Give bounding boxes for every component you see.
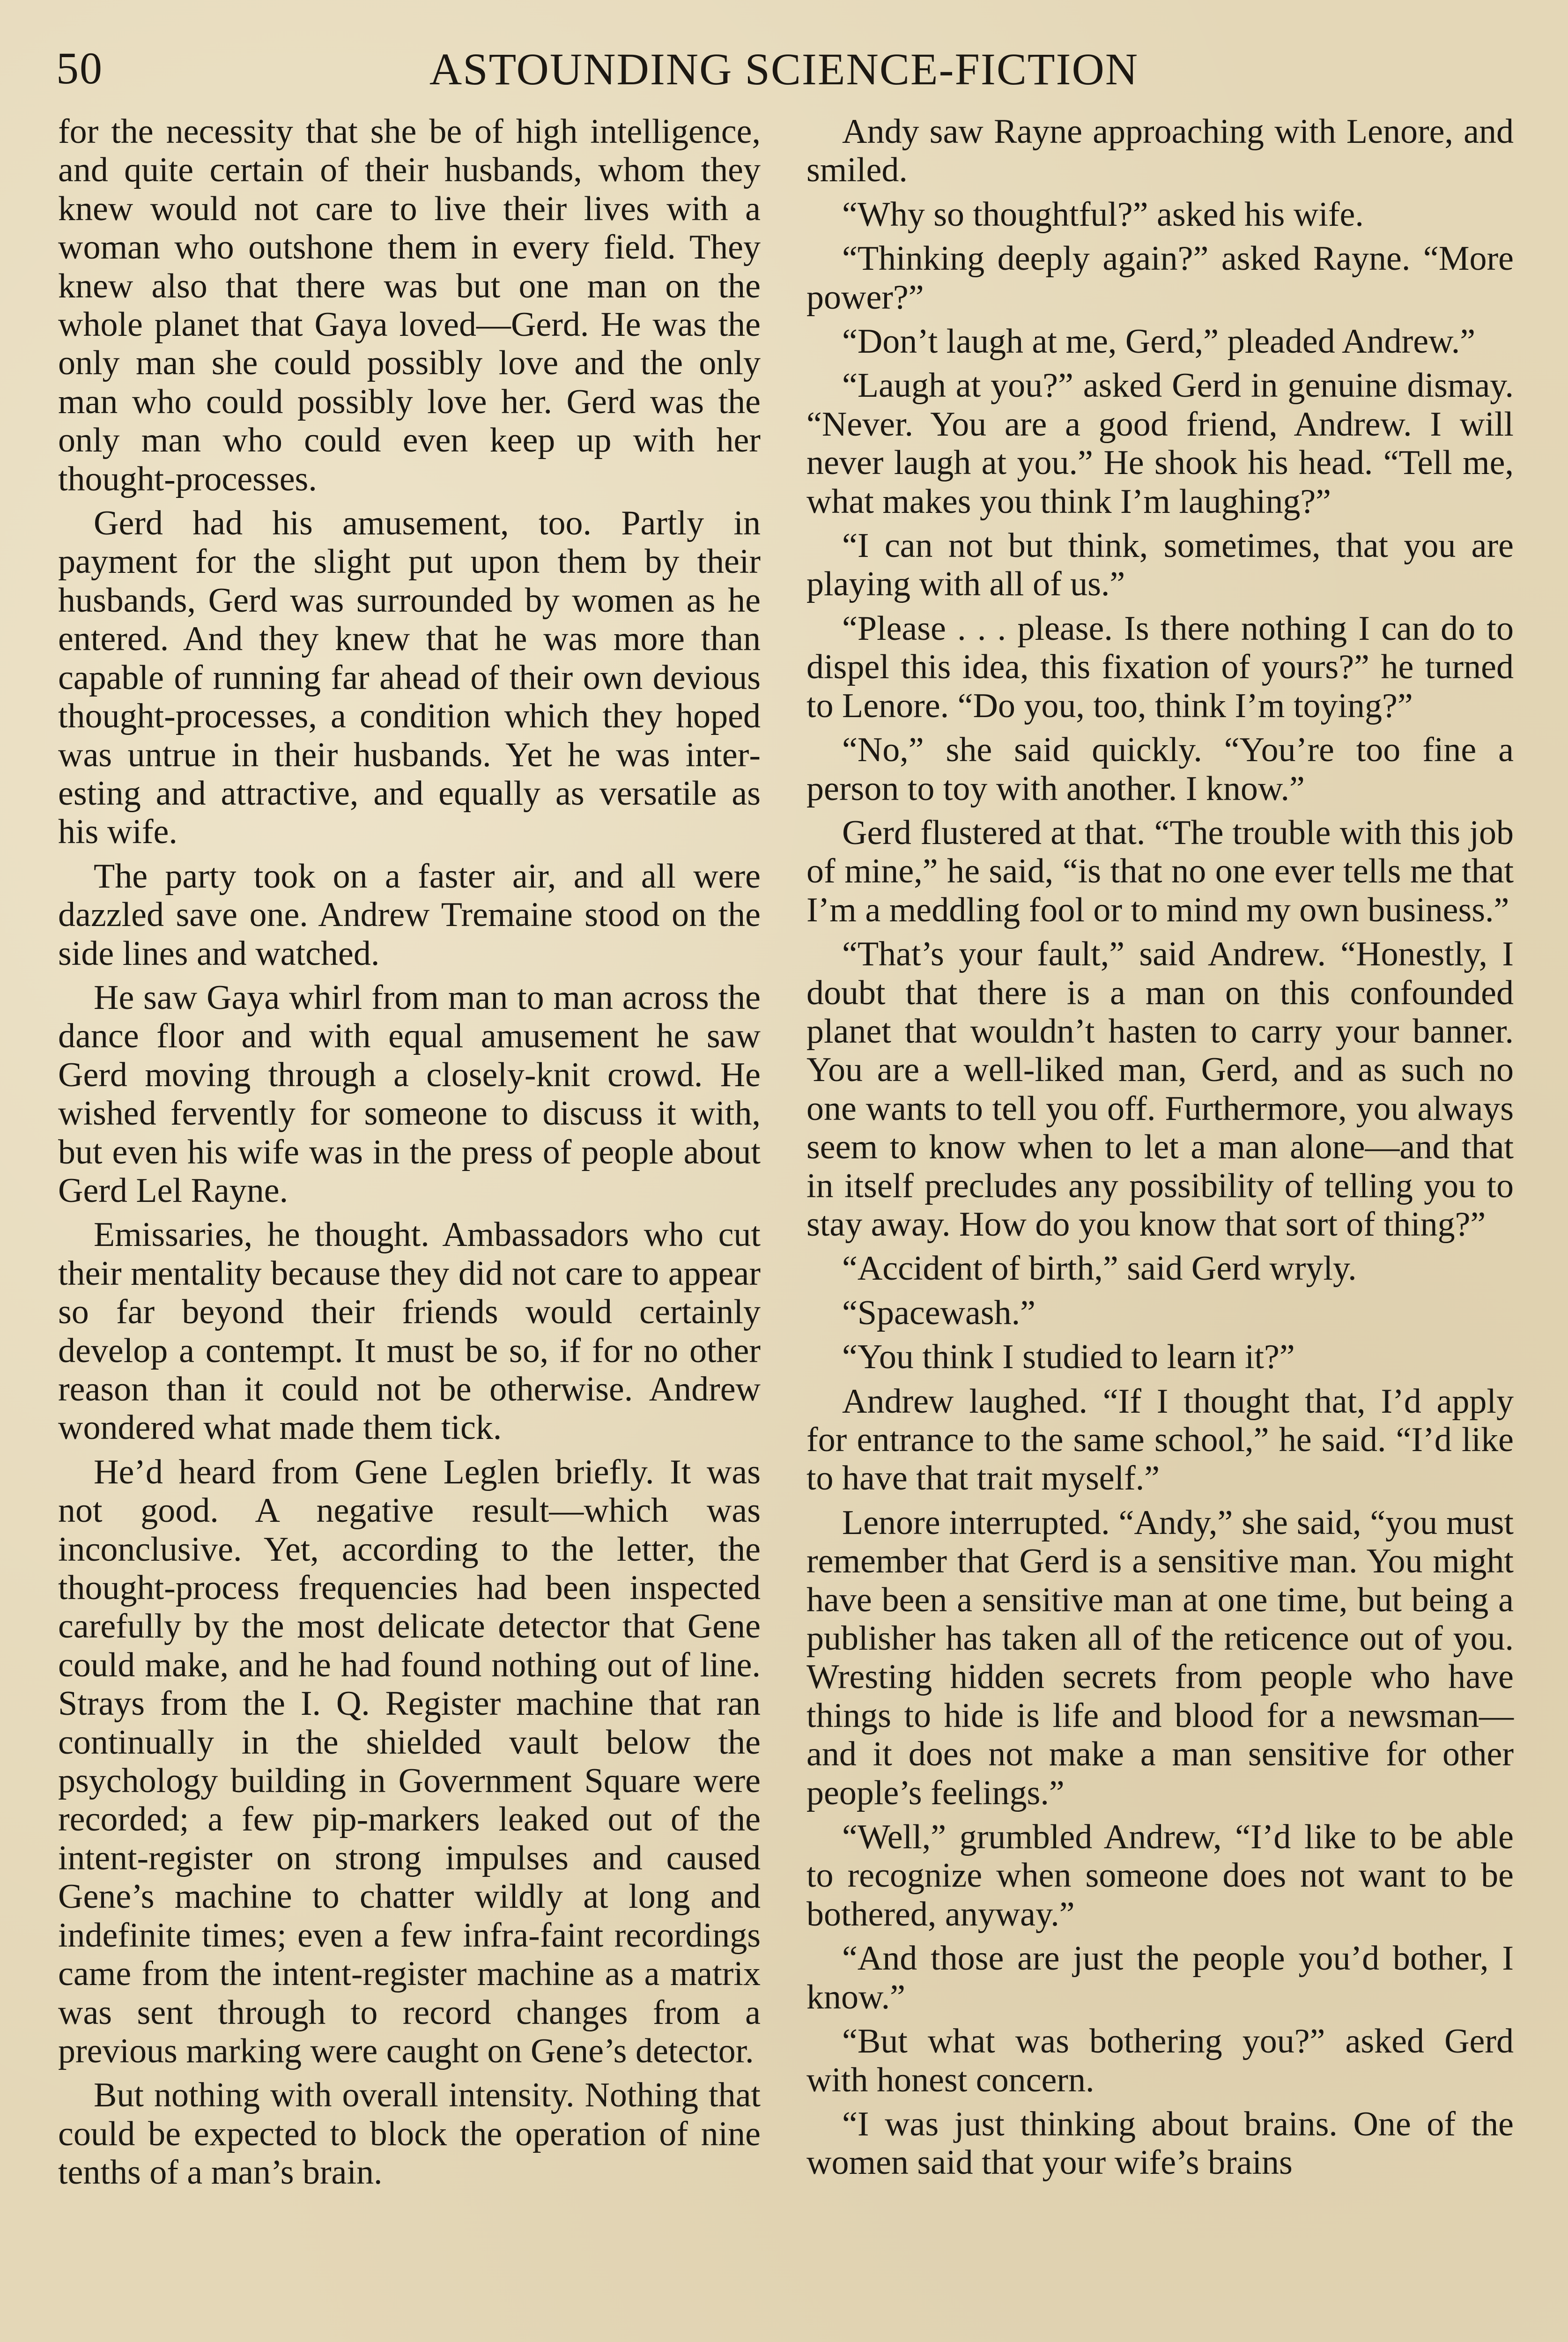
- paragraph: “Laugh at you?” asked Gerd in genuine dismay. “Never. You are a good friend, Andrew. I will never laugh at you.” He shook his head. “Tell me, what makes you think I’m laughing?”: [806, 366, 1514, 521]
- paragraph: “I was just thinking about brains. One of the women said that your wife’s brains: [806, 2105, 1514, 2182]
- paragraph: “Why so thoughtful?” asked his wife.: [842, 195, 1364, 234]
- paragraph: But nothing with overall intensity. Nothing that could be expected to block the operation of nine tenths of a man’s brain.: [58, 2076, 761, 2192]
- paragraph: He’d heard from Gene Leglen briefly. It was not good. A negative result—which was inconclusive. Yet, according to the letter, the thought-process frequencies had been inspected carefully by the most delicate detector that Gene could make, and he had found nothing out of line. Strays from the I. Q. Register machine that ran continually in the shielded vault below the psychology building in Government Square were recorded; a few pip-markers leaked out of the intent-register on strong impulses and caused Gene’s machine to chatter wildly at long and indefinite times; even a few infra-faint recordings came from the intent-register machine as a matrix was sent through to record changes from a previous marking were caught on Gene’s detector.: [58, 1453, 761, 2070]
- paragraph: Andrew laughed. “If I thought that, I’d apply for entrance to the same school,” he said. “I’d like to have that trait myself.”: [806, 1382, 1514, 1498]
- paragraph: Gerd had his amusement, too. Partly in payment for the slight put upon them by their husbands, Gerd was surrounded by women as he entered. And they knew that he was more than capable of running far ahead of their own devious thought-processes, a condition which they hoped was untrue in their husbands. Yet he was interesting and attractive, and equally as versatile as his wife.: [58, 504, 761, 852]
- paragraph: He saw Gaya whirl from man to man across the dance floor and with equal amusement he saw Gerd moving through a closely-knit crowd. He wished fervently for someone to discuss it with, but even his wife was in the press of people about Gerd Lel Rayne.: [58, 978, 761, 1210]
- paragraph: “Thinking deeply again?” asked Rayne. “More power?”: [806, 239, 1514, 317]
- paragraph: “Accident of birth,” said Gerd wryly.: [842, 1249, 1357, 1288]
- paragraph: for the necessity that she be of high intelligence, and quite certain of their husbands, whom they knew would not care to live their lives with a woman who outshone them in every field. They knew also that there was but one man on the whole planet that Gaya loved—Gerd. He was the only man she could possibly love and the only man who could possibly love her. Gerd was the only man who could even keep up with her thought-processes.: [58, 112, 761, 498]
- paragraph: “And those are just the people you’d bother, I know.”: [806, 1939, 1514, 2016]
- paragraph: “But what was bothering you?” asked Gerd with honest concern.: [806, 2022, 1514, 2099]
- paragraph: Andy saw Rayne approaching with Lenore, and smiled.: [806, 112, 1514, 190]
- paragraph: Lenore interrupted. “Andy,” she said, “you must remember that Gerd is a sensitive man. You might have been a sensitive man at one time, but being a publisher has taken all of the reticence out of you. Wresting hidden secrets from people who have things to hide is life and blood for a newsman—and it does not make a man sensitive for other people’s feelings.”: [806, 1503, 1514, 1812]
- paragraph: “Well,” grumbled Andrew, “I’d like to be able to recognize when someone does not want to be bothered, anyway.”: [806, 1818, 1514, 1934]
- paragraph: “No,” she said quickly. “You’re too fine a person to toy with another. I know.”: [806, 731, 1514, 808]
- paragraph: Gerd flustered at that. “The trouble with this job of mine,” he said, “is that no one ever tells me that I’m a meddling fool or to mind my own business.”: [806, 813, 1514, 929]
- paragraph: “Spacewash.”: [842, 1293, 1035, 1332]
- paragraph: Emissaries, he thought. Ambassadors who cut their mentality because they did not care to appear so far beyond their friends would certainly develop a contempt. It must be so, if for no other reason than it could not be otherwise. Andrew wondered what made them tick.: [58, 1215, 761, 1447]
- paragraph: “You think I studied to learn it?”: [842, 1338, 1295, 1377]
- paragraph: “I can not but think, sometimes, that you are playing with all of us.”: [806, 526, 1514, 604]
- paragraph: “That’s your fault,” said Andrew. “Honestly, I doubt that there is a man on this confounded planet that wouldn’t hasten to carry your banner. You are a well-liked man, Gerd, and as such no one wants to tell you off. Furthermore, you always seem to know when to let a man alone—and that in itself precludes any possibility of telling you to stay away. How do you know that sort of thing?”: [806, 935, 1514, 1244]
- paragraph: The party took on a faster air, and all were dazzled save one. Andrew Tremaine stood on the side lines and watched.: [58, 857, 761, 973]
- page-number: 50: [56, 43, 103, 93]
- left-text-column: [58, 112, 761, 2198]
- paragraph: “Don’t laugh at me, Gerd,” pleaded Andrew.”: [842, 322, 1476, 361]
- right-text-column: [806, 112, 1514, 2188]
- running-title: ASTOUNDING SCIENCE-FICTION: [429, 44, 1139, 94]
- paragraph: “Please . . . please. Is there nothing I can do to dispel this idea, this fixation of yours?” he turned to Lenore. “Do you, too, think I’m toying?”: [806, 609, 1514, 725]
